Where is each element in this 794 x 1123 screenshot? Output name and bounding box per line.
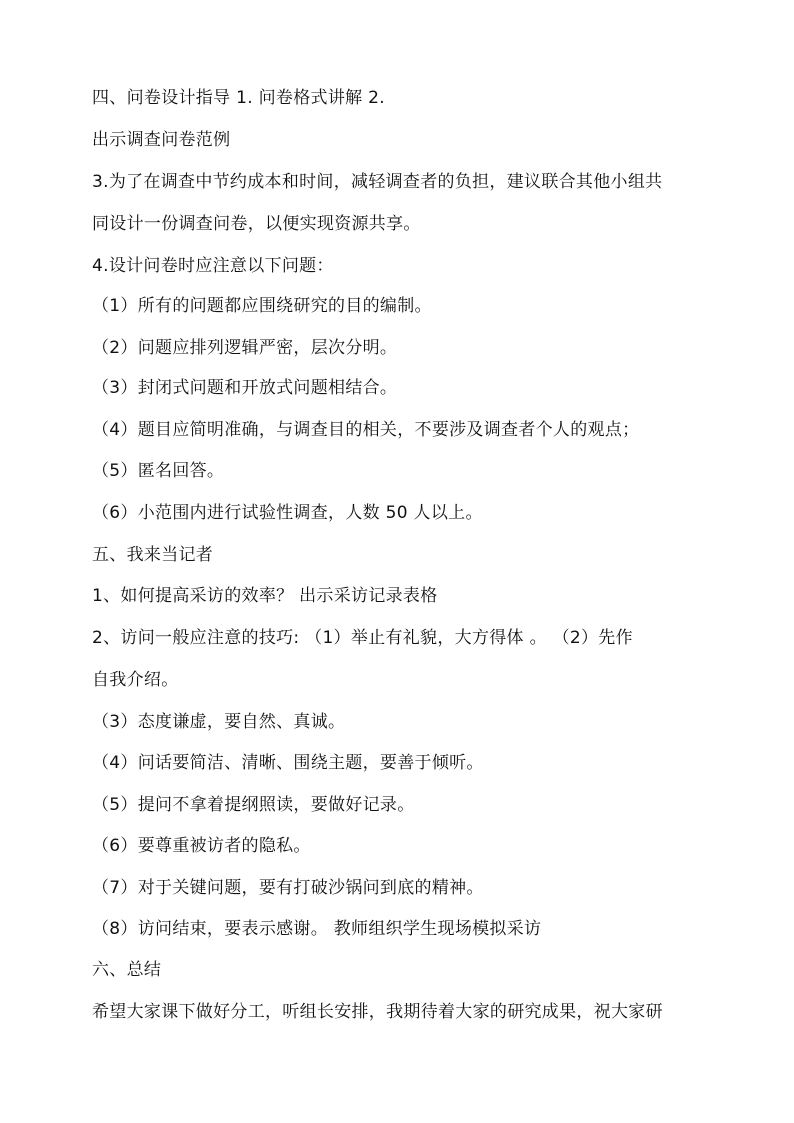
text-line: 出示调查问卷范例 — [92, 130, 231, 150]
list-item: （4）题目应简明准确，与调查目的相关，不要涉及调查者个人的观点； — [92, 420, 640, 440]
list-item: （4）问话要简洁、清晰、围绕主题，要善于倾听。 — [92, 753, 484, 773]
text-line: 自我介绍。 — [92, 670, 179, 690]
text-line: 同设计一份调查问卷，以便实现资源共享。 — [92, 214, 421, 234]
list-item: （6）要尊重被访者的隐私。 — [92, 836, 311, 856]
text-line: 2、访问一般应注意的技巧: （1）举止有礼貌，大方得体 。 （2）先作 — [92, 628, 633, 648]
section-heading-reporter: 五、我来当记者 — [92, 545, 214, 565]
list-item: （3）封闭式问题和开放式问题相结合。 — [92, 378, 398, 398]
list-item: （5）提问不拿着提纲照读，要做好记录。 — [92, 795, 415, 815]
list-item: （3）态度谦虚，要自然、真诚。 — [92, 712, 346, 732]
list-item: （2）问题应排列逻辑严密，层次分明。 — [92, 338, 398, 358]
text-line: 3.为了在调查中节约成本和时间，减轻调查者的负担，建议联合其他小组共 — [92, 172, 663, 192]
list-item: （5）匿名回答。 — [92, 461, 225, 481]
list-item: （1）所有的问题都应围绕研究的目的编制。 — [92, 296, 432, 316]
text-line: 4.设计问卷时应注意以下问题： — [92, 256, 334, 276]
text-line: 希望大家课下做好分工，听组长安排，我期待着大家的研究成果，祝大家研 — [92, 1002, 663, 1022]
list-item: （6）小范围内进行试验性调查，人数 50 人以上。 — [92, 503, 483, 523]
section-heading-questionnaire-guide: 四、问卷设计指导 1. 问卷格式讲解 2. — [92, 88, 385, 108]
list-item: （7）对于关键问题，要有打破沙锅问到底的精神。 — [92, 878, 484, 898]
section-heading-summary: 六、总结 — [92, 960, 162, 980]
text-line: 1、如何提高采访的效率？ 出示采访记录表格 — [92, 586, 438, 606]
list-item: （8）访问结束，要表示感谢。 教师组织学生现场模拟采访 — [92, 919, 542, 939]
